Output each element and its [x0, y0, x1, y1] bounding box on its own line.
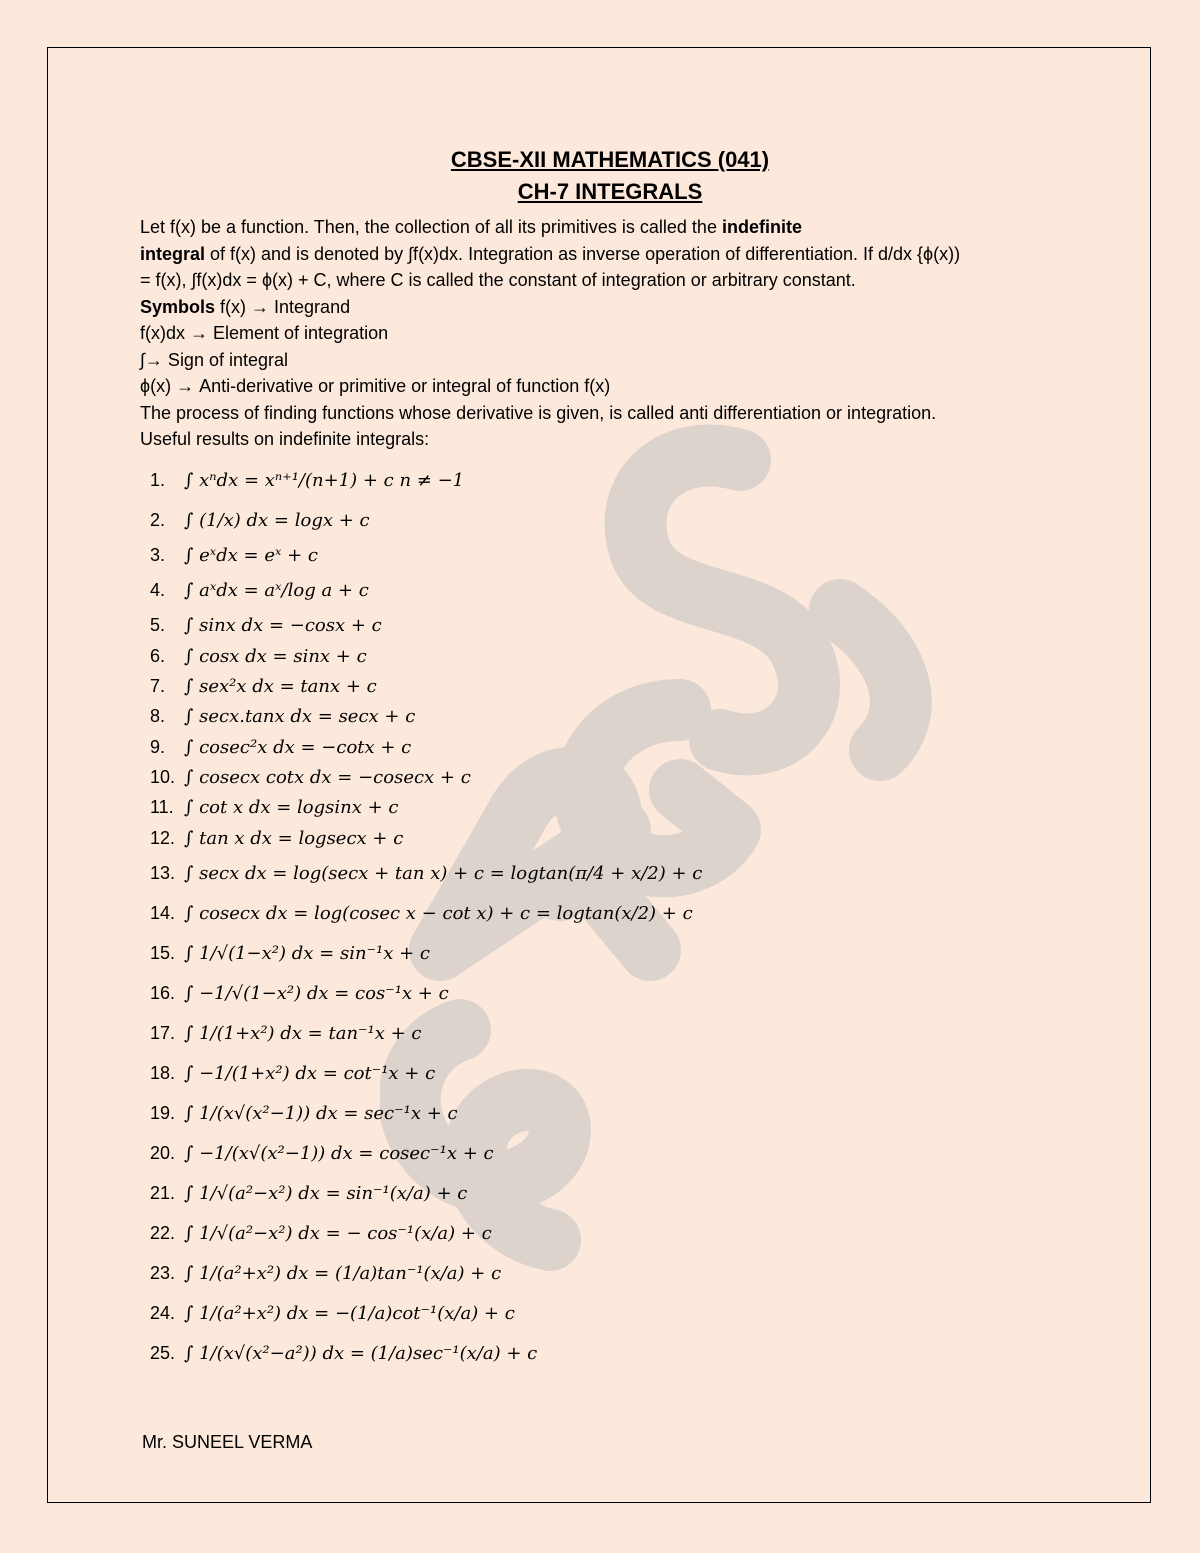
intro-section [140, 214, 1080, 453]
formula-item [150, 461, 1080, 501]
formula-item [150, 571, 1080, 611]
formula-number: 25. [150, 1342, 176, 1363]
formula-number: 5. [150, 615, 166, 636]
formula-text: ∫ xⁿdx = xⁿ⁺¹/(n+1) + c n ≠ −1 [184, 470, 465, 491]
formula-item [150, 823, 1080, 853]
formula-text: ∫ cosx dx = sinx + c [184, 645, 367, 667]
symbols-line: Symbols f(x) → Integrand [140, 296, 351, 317]
formula-number: 12. [150, 827, 176, 848]
chapter-title: CH-7 INTEGRALS [517, 179, 703, 204]
formula-number: 18. [150, 1062, 176, 1083]
formula-number: 6. [150, 645, 166, 666]
formula-text: ∫ 1/(1+x²) dx = tan⁻¹x + c [184, 1022, 422, 1044]
formula-text: ∫ −1/(x√(x²−1)) dx = cosec⁻¹x + c [184, 1142, 494, 1164]
formula-number: 4. [150, 580, 166, 601]
formula-text: ∫ sinx dx = −cosx + c [184, 615, 382, 637]
formula-text: ∫ 1/(x√(x²−a²)) dx = (1/a)sec⁻¹(x/a) + c [184, 1342, 538, 1364]
formula-item [150, 1013, 1080, 1053]
formula-item [150, 541, 1080, 571]
element-line: f(x)dx → Element of integration [140, 323, 389, 343]
formula-number: 22. [150, 1222, 176, 1243]
formula-text: ∫ (1/x) dx = logx + c [184, 510, 370, 531]
formula-number: 11. [150, 797, 174, 818]
formula-number: 2. [150, 510, 166, 530]
formula-item [150, 893, 1080, 933]
formula-item [150, 1333, 1080, 1373]
formula-number: 24. [150, 1302, 176, 1323]
author-footer: Mr. SUNEEL VERMA [142, 1432, 313, 1452]
formula-item [150, 1213, 1080, 1253]
process-line: The process of finding functions whose derivative is given, is called anti differentiation or integration. [140, 402, 937, 423]
formula-text: ∫ cosecx dx = log(cosec x − cot x) + c = logtan(x/2) + c [184, 902, 693, 924]
formula-text: ∫ cot x dx = logsinx + c [184, 797, 399, 819]
formula-item [150, 853, 1080, 893]
formula-number: 23. [150, 1262, 176, 1283]
formula-number: 19. [150, 1102, 176, 1123]
intro-line-2: integral of f(x) and is denoted by ∫f(x)dx. Integration as inverse operation of differentiation. If d/dx {ϕ(x)) [140, 243, 961, 264]
formula-text: ∫ 1/√(a²−x²) dx = − cos⁻¹(x/a) + c [184, 1222, 492, 1244]
formula-number: 16. [150, 982, 176, 1003]
formula-text: ∫ −1/(1+x²) dx = cot⁻¹x + c [184, 1062, 436, 1084]
formula-text: ∫ eˣdx = eˣ + c [184, 545, 318, 567]
formula-text: ∫ 1/√(1−x²) dx = sin⁻¹x + c [184, 942, 431, 964]
formula-item [150, 1133, 1080, 1173]
formula-number: 7. [150, 676, 166, 697]
formula-item [150, 702, 1080, 732]
formula-item [150, 1093, 1080, 1133]
formula-text: ∫ secx.tanx dx = secx + c [184, 706, 416, 728]
document-content [140, 140, 1080, 1373]
formula-number: 21. [150, 1182, 176, 1203]
formula-item [150, 611, 1080, 641]
intro-line-3: = f(x), ∫f(x)dx = ϕ(x) + C, where C is called the constant of integration or arbitrary constant. [140, 270, 856, 290]
formula-text: ∫ aˣdx = aˣ/log a + c [184, 580, 369, 602]
formula-text: ∫ 1/(a²+x²) dx = (1/a)tan⁻¹(x/a) + c [184, 1262, 502, 1284]
formula-number: 14. [150, 902, 176, 923]
formula-number: 10. [150, 766, 176, 787]
formula-item [150, 762, 1080, 792]
formula-item [150, 671, 1080, 701]
formula-number: 3. [150, 545, 166, 566]
formula-text: ∫ cosec²x dx = −cotx + c [184, 736, 412, 758]
formula-number: 15. [150, 942, 176, 963]
formula-list [150, 461, 1080, 1374]
formula-number: 9. [150, 736, 166, 757]
formula-item [150, 1293, 1080, 1333]
formula-number: 1. [150, 470, 166, 490]
formula-item [150, 933, 1080, 973]
formula-text: ∫ sex²x dx = tanx + c [184, 676, 377, 698]
document-title: CBSE-XII MATHEMATICS (041) [450, 147, 770, 172]
formula-text: ∫ 1/√(a²−x²) dx = sin⁻¹(x/a) + c [184, 1182, 468, 1204]
antiderivative-line: ϕ(x) → Anti-derivative or primitive or integral of function f(x) [140, 376, 611, 396]
useful-results-heading: Useful results on indefinite integrals: [140, 429, 430, 449]
formula-text: ∫ cosecx cotx dx = −cosecx + c [184, 766, 471, 788]
intro-line-1: Let f(x) be a function. Then, the collection of all its primitives is called the indefinite [140, 217, 802, 237]
formula-text: ∫ tan x dx = logsecx + c [184, 827, 404, 849]
formula-text: ∫ secx dx = log(secx + tan x) + c = logtan(π/4 + x/2) + c [184, 862, 703, 884]
formula-text: ∫ −1/√(1−x²) dx = cos⁻¹x + c [184, 982, 449, 1004]
formula-number: 20. [150, 1142, 176, 1163]
sign-line: ∫→ Sign of integral [140, 349, 289, 370]
formula-item [150, 793, 1080, 823]
formula-item [150, 732, 1080, 762]
formula-item [150, 973, 1080, 1013]
formula-text: ∫ 1/(a²+x²) dx = −(1/a)cot⁻¹(x/a) + c [184, 1302, 515, 1324]
formula-number: 8. [150, 706, 166, 727]
formula-item [150, 501, 1080, 541]
formula-number: 17. [150, 1022, 176, 1043]
formula-item [150, 1173, 1080, 1213]
formula-text: ∫ 1/(x√(x²−1)) dx = sec⁻¹x + c [184, 1102, 458, 1124]
formula-number: 13. [150, 862, 176, 883]
formula-item [150, 1053, 1080, 1093]
formula-item [150, 641, 1080, 671]
formula-item [150, 1253, 1080, 1293]
